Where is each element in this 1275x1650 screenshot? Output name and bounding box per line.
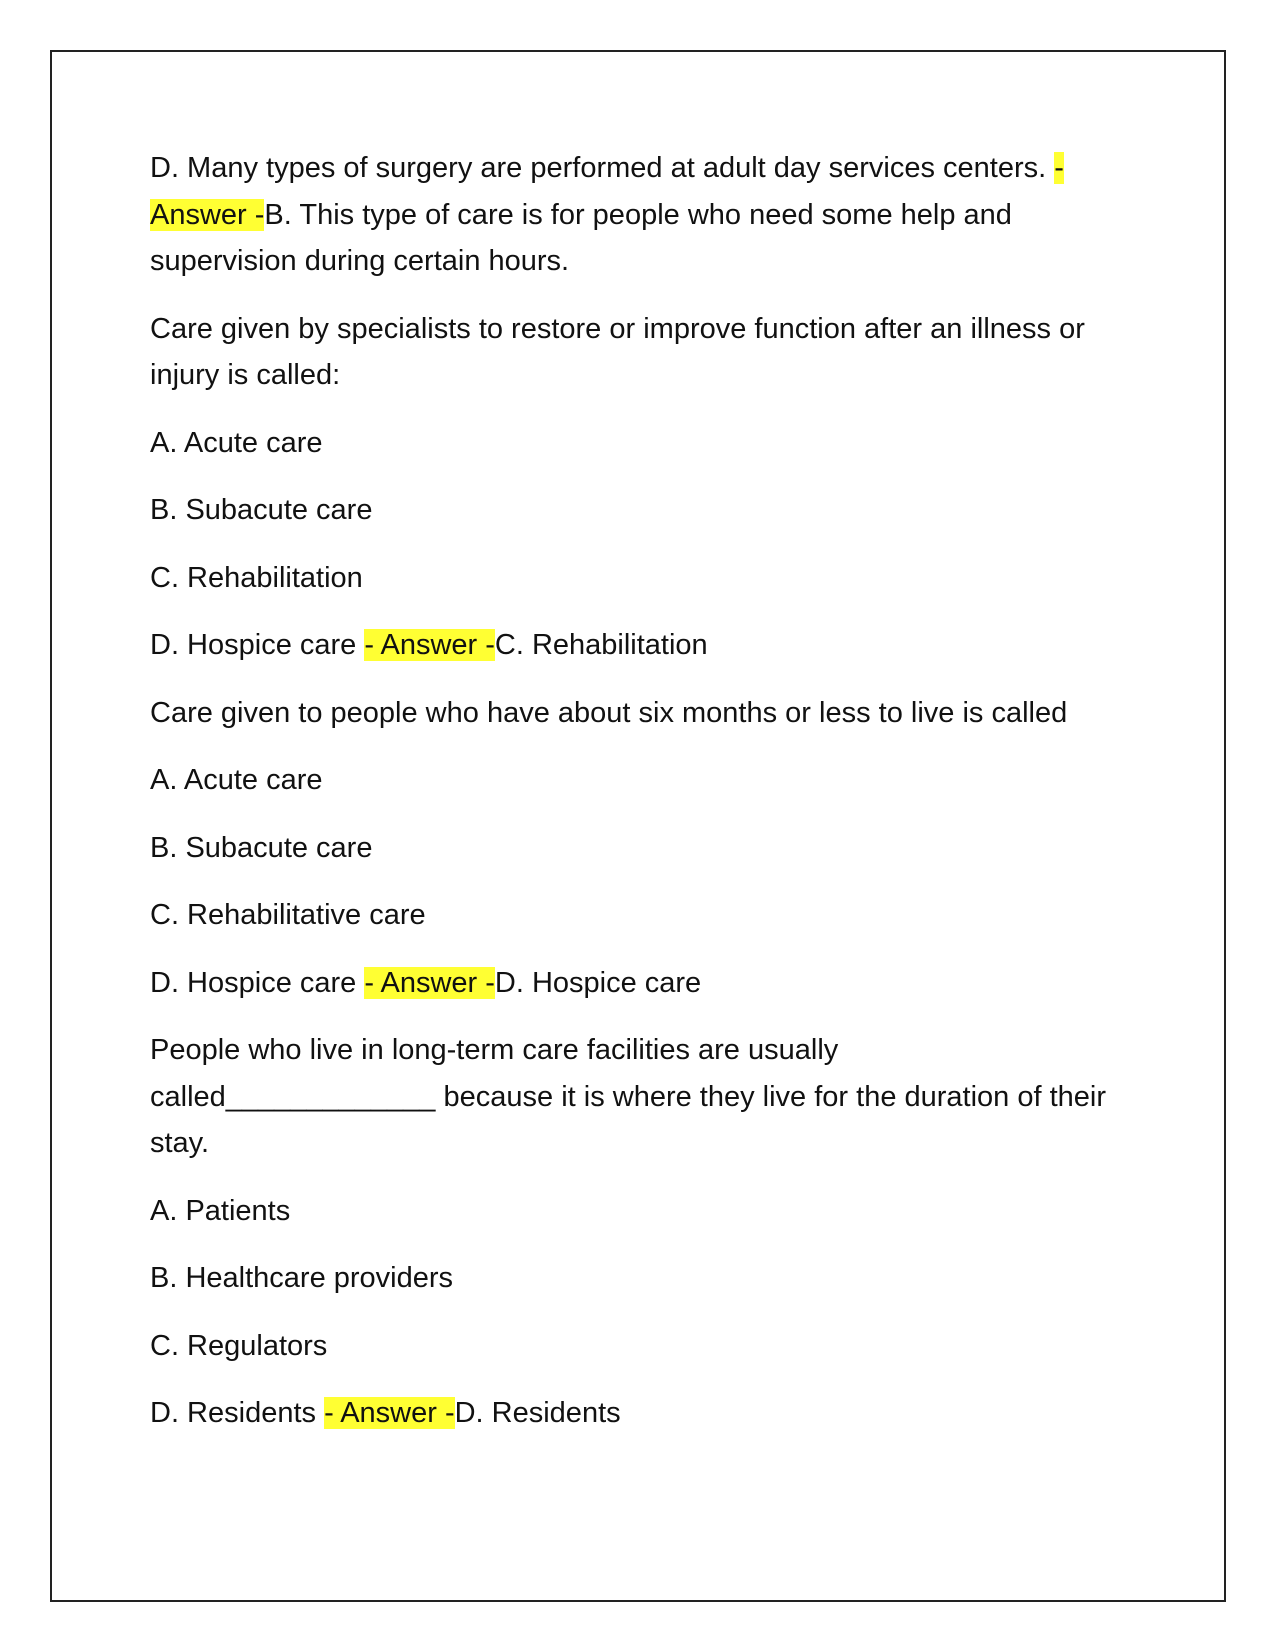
intro-option-text: D. Many types of surgery are performed at adult day services centers. xyxy=(150,152,1055,184)
q3-option-a: A. Patients xyxy=(150,1194,291,1227)
document-body xyxy=(150,145,1110,1458)
q3-option-c: C. Regulators xyxy=(150,1329,328,1362)
q1-option-c: C. Rehabilitation xyxy=(150,561,363,594)
q3-option-b: B. Healthcare providers xyxy=(150,1262,454,1294)
q2-option-b: B. Subacute care xyxy=(150,831,373,864)
answer-marker: - Answer - xyxy=(150,152,1064,231)
answer-marker: - Answer - xyxy=(364,629,495,661)
answer-marker: - Answer - xyxy=(364,966,495,999)
q1-option-d: D. Hospice care xyxy=(150,629,365,661)
q2-option-c: C. Rehabilitative care xyxy=(150,899,426,931)
q2-option-d-answer-line xyxy=(150,960,1110,1007)
q1-option-a: A. Acute care xyxy=(150,426,323,459)
q1-option-d-answer-line xyxy=(150,622,1110,669)
q1-answer: C. Rehabilitation xyxy=(494,629,708,661)
q2-option-d: D. Hospice care xyxy=(150,966,365,999)
intro-answer-text: B. This type of care is for people who need some help and supervision during certain hours. xyxy=(150,198,1012,277)
q2-answer: D. Hospice care xyxy=(494,966,702,999)
q1-option-b: B. Subacute care xyxy=(150,494,373,526)
question-1: Care given by specialists to restore or improve function after an illness or injury is called: xyxy=(150,312,1085,391)
q3-option-d: D. Residents xyxy=(150,1397,325,1429)
q2-option-a: A. Acute care xyxy=(150,764,323,796)
answer-marker: - Answer - xyxy=(324,1397,455,1429)
intro-answer-line xyxy=(150,145,1110,285)
question-2: Care given to people who have about six months or less to live is called xyxy=(150,696,1068,729)
question-3: People who live in long-term care facilities are usually called_____________ because it is where they live for the duration of their stay. xyxy=(150,1034,1107,1159)
q3-option-d-answer-line xyxy=(150,1390,1110,1437)
q3-answer: D. Residents xyxy=(454,1397,621,1429)
